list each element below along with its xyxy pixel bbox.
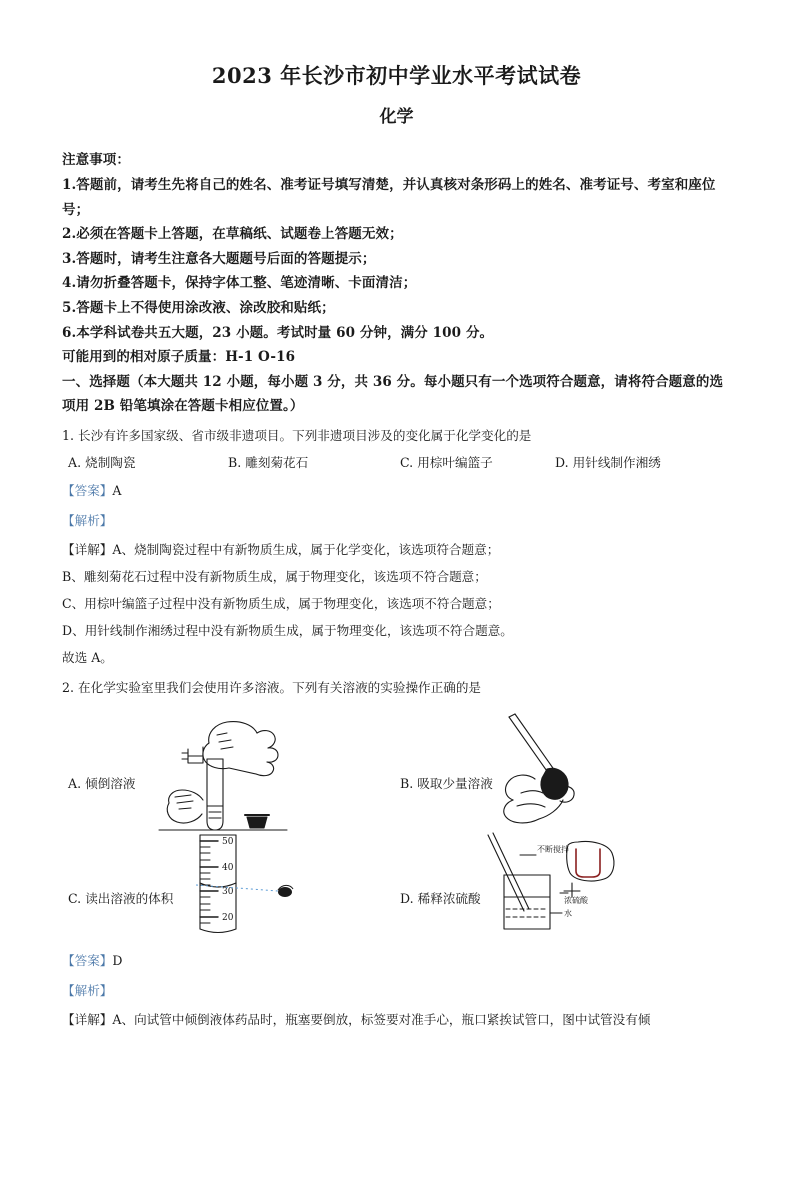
question-2-stem: 2. 在化学实验室里我们会使用许多溶液。下列有关溶液的实验操作正确的是: [62, 679, 482, 695]
atomic-mass-note: 可能用到的相对原子质量：H-1 O-16: [62, 349, 296, 366]
question-1-answer: [62, 476, 731, 506]
question-1-detail-line-3: C、用棕叶编篮子过程中没有新物质生成，属于物理变化，该选项不符合题意；: [62, 595, 500, 611]
question-2-analysis-tag: [62, 976, 731, 1006]
notice-heading: 注意事项：: [62, 152, 130, 169]
question-2-option-d-label[interactable]: D. 稀释浓硫酸: [400, 890, 481, 906]
question-1-options: [62, 449, 731, 476]
dropper-diagram: [487, 711, 607, 829]
label-stirring: 不断搅拌: [537, 844, 569, 854]
question-2-answer: [62, 946, 731, 976]
answer-value: D: [112, 952, 123, 968]
analysis-tag: 【解析】: [62, 512, 113, 528]
notice-item-2: 2.必须在答题卡上答题，在草稿纸、试题卷上答题无效；: [62, 226, 403, 243]
analysis-tag: 【解析】: [62, 982, 113, 998]
graduated-cylinder-diagram: [182, 833, 362, 938]
subject-title: 化学: [379, 107, 414, 128]
pour-solution-diagram: [157, 711, 297, 836]
question-2-option-a-label[interactable]: A. 倾倒溶液: [68, 775, 136, 791]
label-concentrated-acid: 浓硫酸: [564, 895, 588, 905]
cylinder-tick-20: 20: [222, 912, 234, 923]
question-1-stem: 1. 长沙有许多国家级、省市级非遗项目。下列非遗项目涉及的变化属于化学变化的是: [62, 427, 532, 443]
notice-item-4: 4.请勿折叠答题卡，保持字体工整、笔迹清晰、卡面清洁；: [62, 275, 417, 292]
exam-paper-page: [0, 62, 793, 1184]
question-2-option-c-label[interactable]: C. 读出溶液的体积: [68, 890, 174, 906]
cylinder-tick-40: 40: [222, 862, 234, 873]
question-1-option-a[interactable]: A. 烧制陶瓷: [68, 454, 136, 470]
cylinder-tick-50: 50: [222, 836, 234, 847]
notice-item-5: 5.答题卡上不得使用涂改液、涂改胶和贴纸；: [62, 299, 335, 316]
question-1-option-d[interactable]: D. 用针线制作湘绣: [555, 454, 661, 470]
answer-tag: 【答案】: [62, 482, 113, 498]
question-1-option-b[interactable]: B. 雕刻菊花石: [228, 454, 309, 470]
eye-icon: [278, 885, 293, 897]
question-1-detail-line-1: 【详解】A、烧制陶瓷过程中有新物质生成，属于化学变化，该选项符合题意；: [62, 541, 500, 557]
question-1-option-c[interactable]: C. 用棕叶编篮子: [400, 454, 493, 470]
question-1-detail-line-2: B、雕刻菊花石过程中没有新物质生成，属于物理变化，该选项不符合题意；: [62, 568, 487, 584]
page-title: 2023 年长沙市初中学业水平考试试卷: [211, 63, 582, 88]
question-2-figure-block: [62, 703, 731, 946]
question-2-detail-line: 【详解】A、向试管中倾倒液体药品时，瓶塞要倒放，标签要对准手心，瓶口紧挨试管口，图中试管没有倾: [62, 1011, 651, 1027]
section-one-heading: 一、选择题（本大题共 12 小题，每小题 3 分，共 36 分。每小题只有一个选项符合题意，请将符合题意的选项用 2B 铅笔填涂在答题卡相应位置。）: [62, 373, 724, 415]
notice-item-6: 6.本学科试卷共五大题，23 小题。考试时量 60 分钟，满分 100 分。: [62, 324, 494, 341]
answer-value: A: [112, 482, 122, 498]
cylinder-tick-30: 30: [222, 886, 234, 897]
question-1-analysis-tag: [62, 506, 731, 536]
label-water: 水: [564, 908, 572, 918]
question-2-option-b-label[interactable]: B. 吸取少量溶液: [400, 775, 493, 791]
notice-block: [62, 148, 731, 419]
notice-item-1: 1.答题前，请考生先将自己的姓名、准考证号填写清楚，并认真核对条形码上的姓名、准考证号、考室和座位号；: [62, 176, 716, 218]
answer-tag: 【答案】: [62, 952, 113, 968]
question-1-detail-line-4: D、用针线制作湘绣过程中没有新物质生成，属于物理变化，该选项不符合题意。: [62, 622, 513, 638]
dilute-sulfuric-acid-diagram: [480, 831, 630, 943]
notice-item-3: 3.答题时，请考生注意各大题题号后面的答题提示；: [62, 250, 376, 267]
question-1-detail-conclusion: 故选 A。: [62, 649, 113, 665]
